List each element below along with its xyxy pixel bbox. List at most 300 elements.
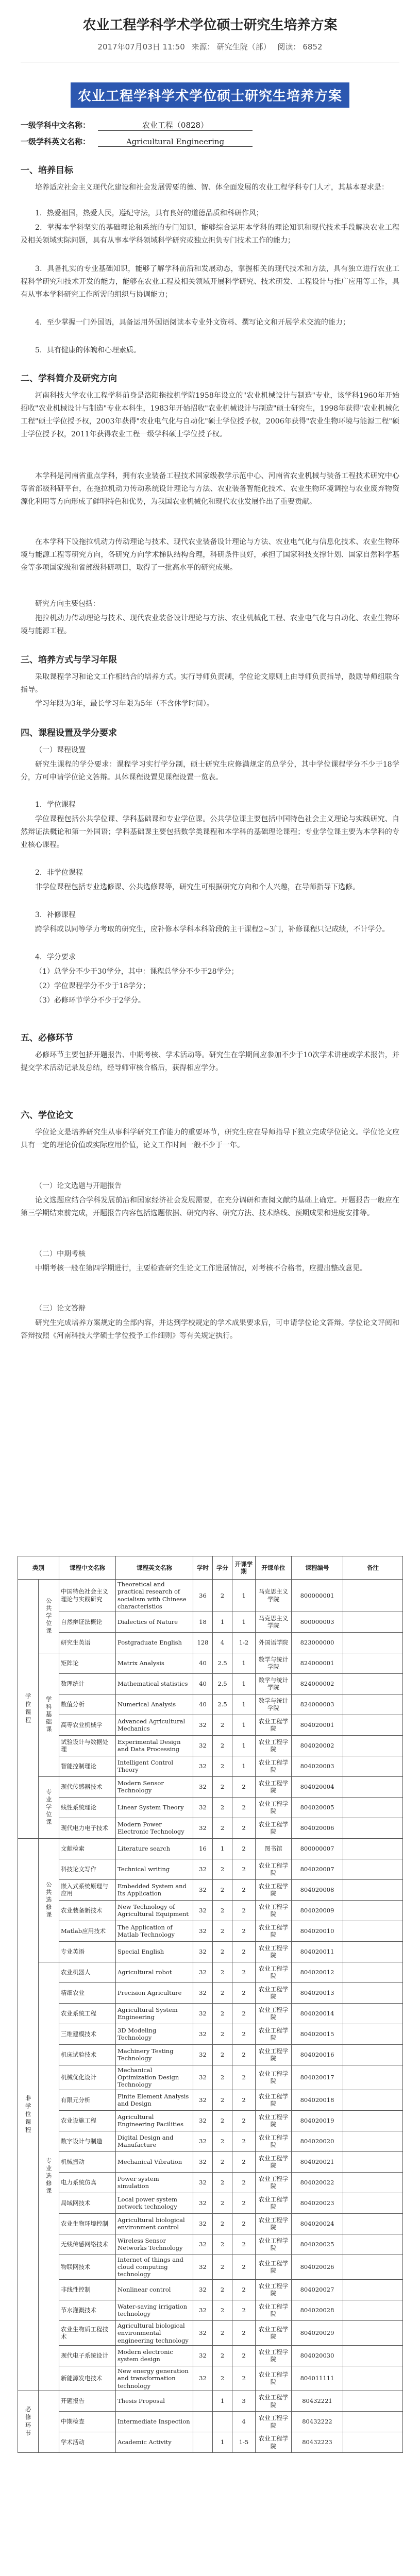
table-row bbox=[18, 1776, 403, 1797]
list-item: 5．具有健康的体魄和心理素质。 bbox=[35, 346, 141, 354]
course-hours: 32 bbox=[193, 2255, 213, 2279]
list-item: 4．学分要求 bbox=[35, 953, 76, 961]
column-header: 开课单位 bbox=[256, 1556, 292, 1580]
course-credit: 2 bbox=[213, 2366, 232, 2391]
course-cn-name: 精细农业 bbox=[59, 1982, 116, 2003]
program-title-banner bbox=[0, 82, 420, 108]
course-hours: 32 bbox=[193, 2151, 213, 2172]
course-hours: 32 bbox=[193, 1962, 213, 1982]
course-credit: 2 bbox=[213, 2234, 232, 2255]
course-note bbox=[343, 1653, 403, 1673]
course-unit: 农业工程学院 bbox=[256, 1982, 292, 2003]
course-en-name: Local power system network technology bbox=[116, 2193, 193, 2213]
course-term: 2 bbox=[232, 2003, 256, 2024]
course-cn-name: 局域网技术 bbox=[59, 2193, 116, 2213]
list-item: （2）学位课程学分不少于18学分； bbox=[35, 982, 150, 990]
course-en-name: Digital Design and Manufacture bbox=[116, 2131, 193, 2151]
course-code: 804020013 bbox=[292, 1982, 343, 2003]
table-row bbox=[18, 2255, 403, 2279]
course-en-name: Mathematical statistics bbox=[116, 1673, 193, 1694]
course-hours: 32 bbox=[193, 1797, 213, 1818]
course-unit: 农业工程学院 bbox=[256, 2065, 292, 2090]
course-cn-name: 矩阵论 bbox=[59, 1653, 116, 1673]
course-credit: 2 bbox=[213, 1776, 232, 1797]
table-row bbox=[18, 2024, 403, 2044]
field-en-name bbox=[21, 136, 253, 147]
course-en-name: 3D Modeling Technology bbox=[116, 2024, 193, 2044]
table-row bbox=[18, 1735, 403, 1756]
course-term: 1 bbox=[232, 1612, 256, 1632]
table-row bbox=[18, 2151, 403, 2172]
course-hours: 32 bbox=[193, 2279, 213, 2300]
course-en-name: Modern Power Electronic Technology bbox=[116, 1818, 193, 1838]
table-row bbox=[18, 2044, 403, 2065]
course-unit: 数学与统计学院 bbox=[256, 1673, 292, 1694]
course-hours: 32 bbox=[193, 2234, 213, 2255]
section-paragraph: 研究生完成培养方案规定的全部内容，并达到学校规定的学术成果要求后，可申请学位论文答辩。学位论文评阅和答辩按照《河南科技大学硕士学位授予工作细则》等有关规定执行。 bbox=[21, 1319, 399, 1340]
course-note bbox=[343, 2300, 403, 2320]
course-en-name: Agricultural biological environmental engineering technology bbox=[116, 2320, 193, 2345]
course-code: 804020016 bbox=[292, 2044, 343, 2065]
section-paragraph: 培养适应社会主义现代化建设和社会发展需要的德、智、体全面发展的农业工程学科专门人才，其基本要求是： bbox=[35, 183, 389, 192]
field-value: 农业工程（0828） bbox=[98, 120, 253, 131]
course-code: 804020010 bbox=[292, 1921, 343, 1941]
course-unit: 农业工程学院 bbox=[256, 1776, 292, 1797]
course-term: 2 bbox=[232, 1921, 256, 1941]
course-en-name: Modern Sensor Technology bbox=[116, 1776, 193, 1797]
course-hours: 32 bbox=[193, 1715, 213, 1735]
course-en-name: Experimental Design and Data Processing bbox=[116, 1735, 193, 1756]
course-note bbox=[343, 2090, 403, 2110]
course-credit: 2 bbox=[213, 2151, 232, 2172]
table-row bbox=[18, 1859, 403, 1879]
course-cn-name: 无线传感网络技术 bbox=[59, 2234, 116, 2255]
course-term: 2 bbox=[232, 2044, 256, 2065]
course-term: 2 bbox=[232, 2345, 256, 2366]
course-term: 1 bbox=[232, 1715, 256, 1735]
table-row bbox=[18, 1694, 403, 1715]
course-credit: 2 bbox=[213, 2213, 232, 2234]
course-unit: 农业工程学院 bbox=[256, 1715, 292, 1735]
course-hours: 32 bbox=[193, 1941, 213, 1962]
course-hours bbox=[193, 2412, 213, 2432]
course-code: 804020030 bbox=[292, 2345, 343, 2366]
course-code: 804020011 bbox=[292, 1941, 343, 1962]
course-hours: 32 bbox=[193, 2366, 213, 2391]
course-note bbox=[343, 2391, 403, 2412]
course-unit: 图书馆 bbox=[256, 1838, 292, 1859]
section-paragraph: 学位论文是培养研究生从事科学研究工作能力的重要环节，研究生应在导师指导下独立完成学位论文。学位论文应具有一定的理论价值或实际应用价值，论文工作时间一般不少于一年。 bbox=[21, 1128, 399, 1149]
course-credit: 2 bbox=[213, 1879, 232, 1900]
course-credit: 2 bbox=[213, 1921, 232, 1941]
course-hours: 32 bbox=[193, 1818, 213, 1838]
course-en-name: Machinery Testing Technology bbox=[116, 2044, 193, 2065]
course-code: 804020026 bbox=[292, 2255, 343, 2279]
course-hours: 32 bbox=[193, 1735, 213, 1756]
table-row bbox=[18, 1838, 403, 1859]
course-unit: 数学与统计学院 bbox=[256, 1653, 292, 1673]
course-unit: 数学与统计学院 bbox=[256, 1694, 292, 1715]
list-item: 学位课程包括公共学位课、学科基础课和专业学位课。公共学位课主要包括中国特色社会主义理论与实践研究、自然辩证法概论和第一外国语；学科基础课主要包括数学类课程和本学科的基础理论课程；专业学位课主要为本学科的专业核心课程。 bbox=[21, 815, 399, 849]
table-row bbox=[18, 2391, 403, 2412]
section-title: 五、必修环节 bbox=[21, 1033, 73, 1043]
course-note bbox=[343, 2065, 403, 2090]
course-unit: 农业工程学院 bbox=[256, 2300, 292, 2320]
course-en-name: Literature search bbox=[116, 1838, 193, 1859]
source-value: 研究生院（部） bbox=[216, 42, 271, 52]
course-en-name: Power system simulation bbox=[116, 2172, 193, 2193]
course-unit: 农业工程学院 bbox=[256, 2090, 292, 2110]
course-en-name: New energy generation and transformation technology bbox=[116, 2366, 193, 2391]
section-paragraph: 论文选题应结合学科发展前沿和国家经济社会发展需要，在充分调研和查阅文献的基础上确定。开题报告一般应在第三学期结束前完成，开题报告内容包括选题依据、研究内容、研究方法、技术路线、预期成果和进度安排等。 bbox=[21, 1196, 399, 1217]
table-row bbox=[18, 2110, 403, 2131]
course-subcategory: 公共选修课 bbox=[39, 1838, 59, 1962]
meta-line bbox=[0, 41, 420, 52]
course-cn-name: 农业生物质工程技术 bbox=[59, 2320, 116, 2345]
course-note bbox=[343, 2255, 403, 2279]
course-note bbox=[343, 1921, 403, 1941]
course-unit: 农业工程学院 bbox=[256, 2320, 292, 2345]
column-header: 课程编号 bbox=[292, 1556, 343, 1580]
list-item: （一）课程设置 bbox=[35, 746, 86, 754]
course-hours: 32 bbox=[193, 2213, 213, 2234]
course-code: 804020008 bbox=[292, 1879, 343, 1900]
list-item: 非学位课程包括专业选修课、公共选修课等，研究生可根据研究方向和个人兴趣，在导师指导下选修。 bbox=[35, 883, 360, 891]
course-term: 2 bbox=[232, 2320, 256, 2345]
course-term: 2 bbox=[232, 2172, 256, 2193]
course-credit: 2 bbox=[213, 2090, 232, 2110]
course-unit: 农业工程学院 bbox=[256, 1859, 292, 1879]
course-term: 2 bbox=[232, 1776, 256, 1797]
course-credit: 2 bbox=[213, 1900, 232, 1921]
course-credit: 2 bbox=[213, 1962, 232, 1982]
course-cn-name: 现代电力电子技术 bbox=[59, 1818, 116, 1838]
course-cn-name: 新能源发电技术 bbox=[59, 2366, 116, 2391]
course-credit: 2 bbox=[213, 2345, 232, 2366]
course-en-name: Modern electronic system design bbox=[116, 2345, 193, 2366]
course-code: 804020009 bbox=[292, 1900, 343, 1921]
course-term: 2 bbox=[232, 1982, 256, 2003]
course-hours: 32 bbox=[193, 2193, 213, 2213]
course-en-name: The Application of Matlab Technology bbox=[116, 1921, 193, 1941]
list-item: 跨学科或以同等学力考取的研究生，应补修本学科本科阶段的主干课程2~3门，补修课程只记成绩，不计学分。 bbox=[35, 925, 390, 934]
section-paragraph: 必修环节主要包括开题报告、中期考核、学术活动等。研究生在学期间应参加不少于10次学术讲座或学术报告，并提交学术活动记录及总结，经导师审核合格后，获得相应学分。 bbox=[21, 1051, 399, 1072]
table-row bbox=[18, 1632, 403, 1653]
course-hours: 32 bbox=[193, 2065, 213, 2090]
course-term: 2 bbox=[232, 2255, 256, 2279]
course-credit: 2 bbox=[213, 1982, 232, 2003]
course-code: 804020018 bbox=[292, 2090, 343, 2110]
section-title: 二、学科简介及研究方向 bbox=[21, 374, 117, 384]
course-code: 804020020 bbox=[292, 2131, 343, 2151]
course-credit: 2 bbox=[213, 1580, 232, 1612]
section-title: 四、课程设置及学分要求 bbox=[21, 728, 117, 738]
course-credit: 2 bbox=[213, 2110, 232, 2131]
section-title: 三、培养方式与学习年限 bbox=[21, 655, 117, 665]
course-note bbox=[343, 2213, 403, 2234]
course-term: 1 bbox=[232, 1653, 256, 1673]
course-credit: 2.5 bbox=[213, 1673, 232, 1694]
course-hours: 18 bbox=[193, 1612, 213, 1632]
course-code: 804020023 bbox=[292, 2193, 343, 2213]
course-term: 1-2 bbox=[232, 1632, 256, 1653]
course-term: 2 bbox=[232, 1941, 256, 1962]
course-note bbox=[343, 1941, 403, 1962]
column-header: 学时 bbox=[193, 1556, 213, 1580]
column-header: 学分 bbox=[213, 1556, 232, 1580]
table-row bbox=[18, 1797, 403, 1818]
course-note bbox=[343, 2234, 403, 2255]
course-term: 1 bbox=[232, 1694, 256, 1715]
course-code: 804020025 bbox=[292, 2234, 343, 2255]
course-en-name: Internet of things and cloud computing technology bbox=[116, 2255, 193, 2279]
course-en-name: Embedded System and Its Application bbox=[116, 1879, 193, 1900]
course-cn-name: 农业装备新技术 bbox=[59, 1900, 116, 1921]
section-paragraph: 中期考核一般在第四学期进行，主要检查研究生论文工作进展情况，对考核不合格者，应提出整改意见。 bbox=[35, 1264, 367, 1273]
course-cn-name: 电力系统仿真 bbox=[59, 2172, 116, 2193]
table-header-row bbox=[18, 1556, 403, 1580]
table-row bbox=[18, 2213, 403, 2234]
course-unit: 农业工程学院 bbox=[256, 2255, 292, 2279]
course-cn-name: 农业生物环境控制 bbox=[59, 2213, 116, 2234]
course-subcategory bbox=[39, 2391, 59, 2453]
course-en-name: Intermediate Inspection bbox=[116, 2412, 193, 2432]
course-cn-name: 机械优化设计 bbox=[59, 2065, 116, 2090]
table-row bbox=[18, 1818, 403, 1838]
table-row bbox=[18, 1982, 403, 2003]
source-label: 来源： bbox=[191, 42, 215, 52]
course-hours: 32 bbox=[193, 1859, 213, 1879]
table-row bbox=[18, 2345, 403, 2366]
course-cn-name: 节水灌溉技术 bbox=[59, 2300, 116, 2320]
course-code: 804020024 bbox=[292, 2213, 343, 2234]
course-hours: 32 bbox=[193, 2172, 213, 2193]
course-note bbox=[343, 2193, 403, 2213]
course-code: 800000001 bbox=[292, 1580, 343, 1612]
table-row bbox=[18, 2300, 403, 2320]
course-credit bbox=[213, 2412, 232, 2432]
course-en-name: Nonlinear control bbox=[116, 2279, 193, 2300]
course-subcategory: 学科基础课 bbox=[39, 1653, 59, 1776]
course-en-name: Linear System Theory bbox=[116, 1797, 193, 1818]
table-row bbox=[18, 2366, 403, 2391]
course-note bbox=[343, 2024, 403, 2044]
course-unit: 农业工程学院 bbox=[256, 1941, 292, 1962]
course-term: 1-5 bbox=[232, 2432, 256, 2453]
course-hours: 32 bbox=[193, 2003, 213, 2024]
table-row bbox=[18, 2003, 403, 2024]
course-cn-name: 学术活动 bbox=[59, 2432, 116, 2453]
table-row bbox=[18, 2065, 403, 2090]
course-credit: 2 bbox=[213, 2300, 232, 2320]
course-credit: 4 bbox=[213, 1632, 232, 1653]
course-note bbox=[343, 1859, 403, 1879]
course-term: 1 bbox=[232, 1735, 256, 1756]
course-subcategory: 公共学位课 bbox=[39, 1580, 59, 1653]
course-note bbox=[343, 2345, 403, 2366]
course-unit: 农业工程学院 bbox=[256, 2110, 292, 2131]
field-cn-name bbox=[21, 120, 253, 131]
course-term: 2 bbox=[232, 2193, 256, 2213]
course-term: 2 bbox=[232, 2090, 256, 2110]
course-cn-name: 研究生英语 bbox=[59, 1632, 116, 1653]
course-cn-name: 机械振动 bbox=[59, 2151, 116, 2172]
program-title: 农业工程学科学术学位硕士研究生培养方案 bbox=[71, 82, 349, 108]
table-row bbox=[18, 1612, 403, 1632]
course-cn-name: Matlab应用技术 bbox=[59, 1921, 116, 1941]
course-credit: 2 bbox=[213, 2065, 232, 2090]
course-en-name: Numerical Analysis bbox=[116, 1694, 193, 1715]
course-term: 2 bbox=[232, 1859, 256, 1879]
course-credit: 2 bbox=[213, 2172, 232, 2193]
table-row bbox=[18, 1653, 403, 1673]
table-row bbox=[18, 1879, 403, 1900]
course-hours: 16 bbox=[193, 1838, 213, 1859]
course-hours: 32 bbox=[193, 1879, 213, 1900]
course-unit: 农业工程学院 bbox=[256, 1962, 292, 1982]
course-note bbox=[343, 2412, 403, 2432]
course-code: 804020007 bbox=[292, 1859, 343, 1879]
course-credit: 2 bbox=[213, 1756, 232, 1776]
course-unit: 农业工程学院 bbox=[256, 2024, 292, 2044]
table-row bbox=[18, 1941, 403, 1962]
course-credit: 2 bbox=[213, 2320, 232, 2345]
course-subcategory: 专业学位课 bbox=[39, 1776, 59, 1838]
course-en-name: Agricultural biological environment control bbox=[116, 2213, 193, 2234]
course-en-name: Water-saving irrigation technology bbox=[116, 2300, 193, 2320]
section-paragraph: 拖拉机动力传动理论与技术、现代农业装备设计理论与方法、农业机械化工程、农业电气化与自动化、农业生物环境与能源工程。 bbox=[21, 614, 399, 635]
table-row bbox=[18, 2131, 403, 2151]
course-code: 804020022 bbox=[292, 2172, 343, 2193]
course-hours: 32 bbox=[193, 2131, 213, 2151]
course-table bbox=[18, 1556, 403, 2453]
course-unit: 农业工程学院 bbox=[256, 2412, 292, 2432]
course-en-name: Agricultural System Engineering bbox=[116, 2003, 193, 2024]
course-term: 2 bbox=[232, 1879, 256, 1900]
course-cn-name: 试验设计与数据处理 bbox=[59, 1735, 116, 1756]
course-en-name: Mechanical Vibration bbox=[116, 2151, 193, 2172]
course-en-name: Mechanical Optimization Design Technology bbox=[116, 2065, 193, 2090]
course-code: 80432223 bbox=[292, 2432, 343, 2453]
course-term: 2 bbox=[232, 2131, 256, 2151]
table-row bbox=[18, 2320, 403, 2345]
course-code: 804011111 bbox=[292, 2366, 343, 2391]
course-code: 804020028 bbox=[292, 2300, 343, 2320]
course-cn-name: 数值分析 bbox=[59, 1694, 116, 1715]
course-category: 学位课程 bbox=[18, 1580, 39, 1839]
course-code: 824000002 bbox=[292, 1673, 343, 1694]
course-cn-name: 嵌入式系统原理与应用 bbox=[59, 1879, 116, 1900]
course-en-name: Precision Agriculture bbox=[116, 1982, 193, 2003]
course-hours: 32 bbox=[193, 2300, 213, 2320]
course-code: 804020015 bbox=[292, 2024, 343, 2044]
course-cn-name: 非线性控制 bbox=[59, 2279, 116, 2300]
section-paragraph: 本学科是河南省重点学科，拥有农业装备工程技术国家级教学示范中心、河南省农业机械与装备工程技术研究中心等省部级科研平台，在拖拉机动力传动系统设计理论与方法、农业装备智能化技术、农业生物环境调控与农业废弃物资源化利用等方向形成了鲜明特色和优势，为我国农业机械化和现代农业发展作出了重要贡献。 bbox=[21, 472, 399, 506]
course-cn-name: 文献检索 bbox=[59, 1838, 116, 1859]
course-term: 2 bbox=[232, 1838, 256, 1859]
course-cn-name: 专业英语 bbox=[59, 1941, 116, 1962]
course-code: 804020021 bbox=[292, 2151, 343, 2172]
course-cn-name: 科技论文写作 bbox=[59, 1859, 116, 1879]
course-credit: 2 bbox=[213, 1941, 232, 1962]
table-row bbox=[18, 1715, 403, 1735]
course-credit: 1 bbox=[213, 1612, 232, 1632]
table-row bbox=[18, 1962, 403, 1982]
course-cn-name: 数字设计与制造 bbox=[59, 2131, 116, 2151]
section-paragraph: （一）论文选题与开题报告 bbox=[35, 1182, 122, 1190]
course-credit: 2 bbox=[213, 2024, 232, 2044]
course-cn-name: 中国特色社会主义理论与实践研究 bbox=[59, 1580, 116, 1612]
course-term: 2 bbox=[232, 2234, 256, 2255]
course-cn-name: 数理统计 bbox=[59, 1673, 116, 1694]
course-unit: 农业工程学院 bbox=[256, 2151, 292, 2172]
course-note bbox=[343, 1673, 403, 1694]
course-table-body bbox=[18, 1580, 403, 2453]
course-note bbox=[343, 1838, 403, 1859]
views-label: 阅读： bbox=[277, 42, 301, 52]
course-en-name: Special English bbox=[116, 1941, 193, 1962]
column-header: 课程英文名称 bbox=[116, 1556, 193, 1580]
course-note bbox=[343, 1735, 403, 1756]
course-hours: 40 bbox=[193, 1694, 213, 1715]
course-unit: 农业工程学院 bbox=[256, 2345, 292, 2366]
course-unit: 农业工程学院 bbox=[256, 1879, 292, 1900]
table-row bbox=[18, 1580, 403, 1612]
table-row bbox=[18, 1921, 403, 1941]
course-unit: 农业工程学院 bbox=[256, 2279, 292, 2300]
course-note bbox=[343, 2131, 403, 2151]
course-credit: 2 bbox=[213, 2003, 232, 2024]
course-code: 804020005 bbox=[292, 1797, 343, 1818]
course-hours: 36 bbox=[193, 1580, 213, 1612]
table-row bbox=[18, 2090, 403, 2110]
field-value: Agricultural Engineering bbox=[98, 137, 253, 147]
column-header: 备注 bbox=[343, 1556, 403, 1580]
course-note bbox=[343, 2151, 403, 2172]
course-term: 2 bbox=[232, 1962, 256, 1982]
course-en-name: New Technology of Agricultural Equipment bbox=[116, 1900, 193, 1921]
course-code: 80432222 bbox=[292, 2412, 343, 2432]
course-cn-name: 开题报告 bbox=[59, 2391, 116, 2412]
course-en-name: Advanced Agricultural Mechanics bbox=[116, 1715, 193, 1735]
table-row bbox=[18, 2279, 403, 2300]
course-unit: 农业工程学院 bbox=[256, 1921, 292, 1941]
list-item: 研究生课程的学分要求：课程学习实行学分制，硕士研究生应修满规定的总学分，其中学位课程学分不少于18学分，方可申请学位论文答辩。具体课程设置见课程设置一览表。 bbox=[21, 760, 399, 782]
course-credit: 2 bbox=[213, 1797, 232, 1818]
section-paragraph: 研究方向主要包括： bbox=[35, 600, 100, 608]
course-hours: 32 bbox=[193, 1921, 213, 1941]
course-credit: 2 bbox=[213, 2255, 232, 2279]
course-en-name: Dialectics of Nature bbox=[116, 1612, 193, 1632]
course-code: 824000001 bbox=[292, 1653, 343, 1673]
course-unit: 外国语学院 bbox=[256, 1632, 292, 1653]
course-en-name: Academic Activity bbox=[116, 2432, 193, 2453]
course-term: 2 bbox=[232, 2151, 256, 2172]
course-note bbox=[343, 1580, 403, 1612]
course-note bbox=[343, 1818, 403, 1838]
table-row bbox=[18, 2432, 403, 2453]
course-code: 823000000 bbox=[292, 1632, 343, 1653]
course-note bbox=[343, 1982, 403, 2003]
course-unit: 农业工程学院 bbox=[256, 2131, 292, 2151]
section-title: 一、培养目标 bbox=[21, 165, 73, 176]
course-note bbox=[343, 2110, 403, 2131]
course-subcategory: 专业选修课 bbox=[39, 1962, 59, 2391]
course-term: 2 bbox=[232, 1818, 256, 1838]
course-note bbox=[343, 2172, 403, 2193]
course-unit: 农业工程学院 bbox=[256, 2193, 292, 2213]
course-term: 2 bbox=[232, 2213, 256, 2234]
